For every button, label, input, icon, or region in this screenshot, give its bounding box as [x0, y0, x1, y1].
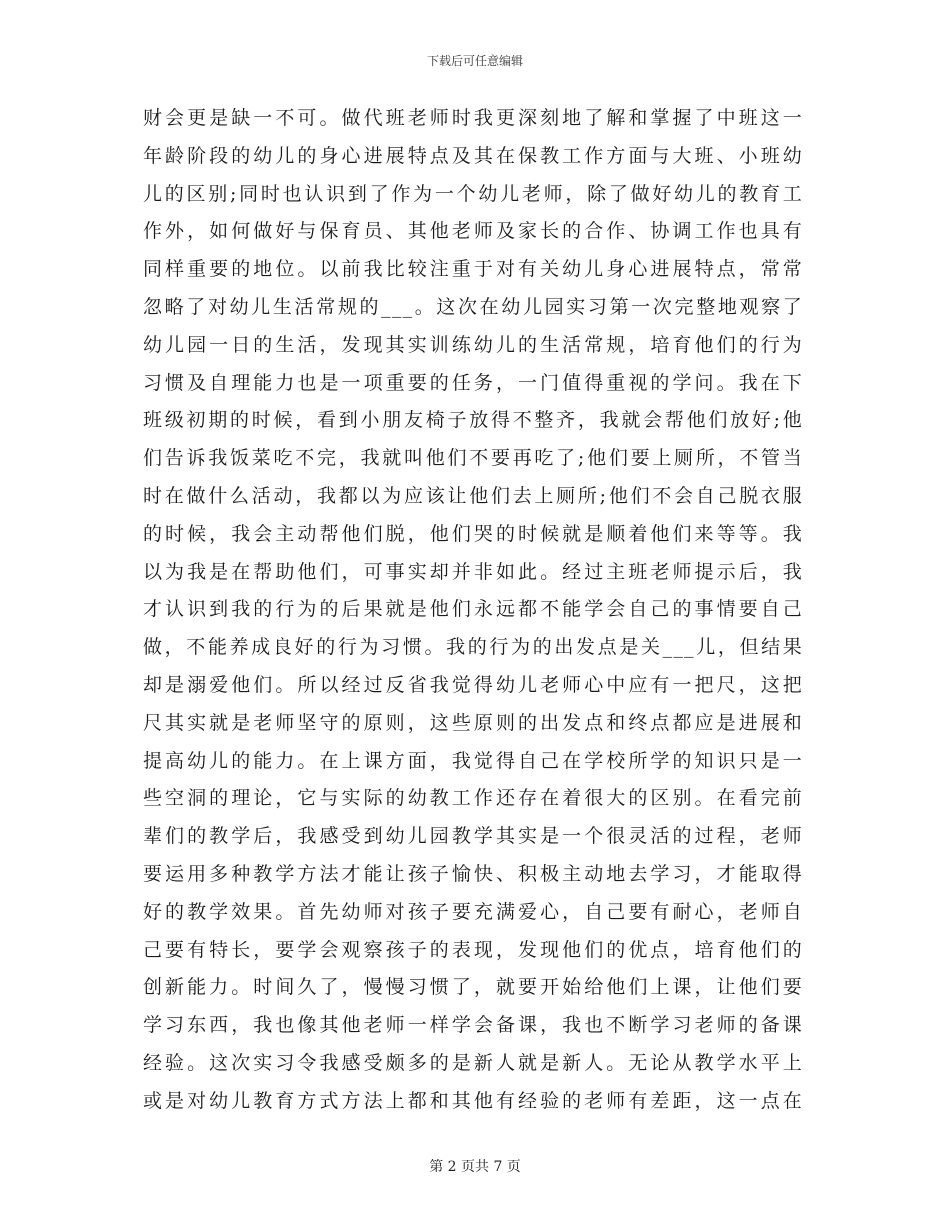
text-line: 儿的区别;同时也认识到了作为一个幼儿老师，除了做好幼儿的教育工: [143, 182, 803, 205]
text-line: 辈们的教学后，我感受到幼儿园教学其实是一个很灵活的过程，老师: [143, 825, 803, 848]
page-number: 第 2 页共 7 页: [429, 1159, 521, 1175]
document-body: [143, 100, 803, 1121]
text-line: 年龄阶段的幼儿的身心进展特点及其在保教工作方面与大班、小班幼: [143, 144, 803, 167]
text-line: 财会更是缺一不可。做代班老师时我更深刻地了解和掌握了中班这一: [143, 107, 803, 129]
text-line: 同样重要的地位。以前我比较注重于对有关幼儿身心进展特点，常常: [143, 258, 803, 281]
text-line: 忽略了对幼儿生活常规的___。这次在幼儿园实习第一次完整地观察了: [143, 295, 803, 318]
text-line: 尺其实就是老师坚守的原则，这些原则的出发点和终点都应是进展和: [143, 711, 803, 734]
text-line: 创新能力。时间久了，慢慢习惯了，就要开始给他们上课，让他们要: [143, 976, 803, 999]
text-line: 提高幼儿的能力。在上课方面，我觉得自己在学校所学的知识只是一: [143, 749, 803, 772]
text-line: 要运用多种教学方法才能让孩子愉快、积极主动地去学习，才能取得: [143, 862, 803, 885]
text-line: 幼儿园一日的生活，发现其实训练幼儿的生活常规，培育他们的行为: [143, 333, 803, 356]
text-line: 学习东西，我也像其他老师一样学会备课，我也不断学习老师的备课: [143, 1014, 803, 1037]
text-line: 做，不能养成良好的行为习惯。我的行为的出发点是关___儿，但结果: [143, 636, 803, 659]
text-line: 才认识到我的行为的后果就是他们永远都不能学会自己的事情要自己: [143, 598, 803, 621]
text-line: 或是对幼儿教育方式方法上都和其他有经验的老师有差距，这一点在: [143, 1089, 803, 1112]
text-line: 些空洞的理论，它与实际的幼教工作还存在着很大的区别。在看完前: [143, 787, 803, 810]
text-line: 的时候，我会主动帮他们脱，他们哭的时候就是顺着他们来等等。我: [143, 522, 803, 545]
text-line: 们告诉我饭菜吃不完，我就叫他们不要再吃了;他们要上厕所，不管当: [143, 447, 803, 470]
text-line: 习惯及自理能力也是一项重要的任务，一门值得重视的学问。我在下: [143, 371, 803, 394]
text-line: 时在做什么活动，我都以为应该让他们去上厕所;他们不会自己脱衣服: [143, 484, 803, 507]
text-line: 作外，如何做好与保育员、其他老师及家长的合作、协调工作也具有: [143, 220, 803, 243]
text-line: 以为我是在帮助他们，可事实却并非如此。经过主班老师提示后，我: [143, 560, 803, 583]
text-line: 己要有特长，要学会观察孩子的表现，发现他们的优点，培育他们的: [143, 938, 803, 961]
text-line: 班级初期的时候，看到小朋友椅子放得不整齐，我就会帮他们放好;他: [143, 409, 803, 432]
page-header: 下载后可任意编辑: [426, 54, 523, 68]
text-line: 经验。这次实习令我感受颇多的是新人就是新人。无论从教学水平上: [143, 1051, 803, 1074]
text-line: 却是溺爱他们。所以经过反省我觉得幼儿老师心中应有一把尺，这把: [143, 673, 803, 696]
text-line: 好的教学效果。首先幼师对孩子要充满爱心，自己要有耐心，老师自: [143, 900, 803, 923]
